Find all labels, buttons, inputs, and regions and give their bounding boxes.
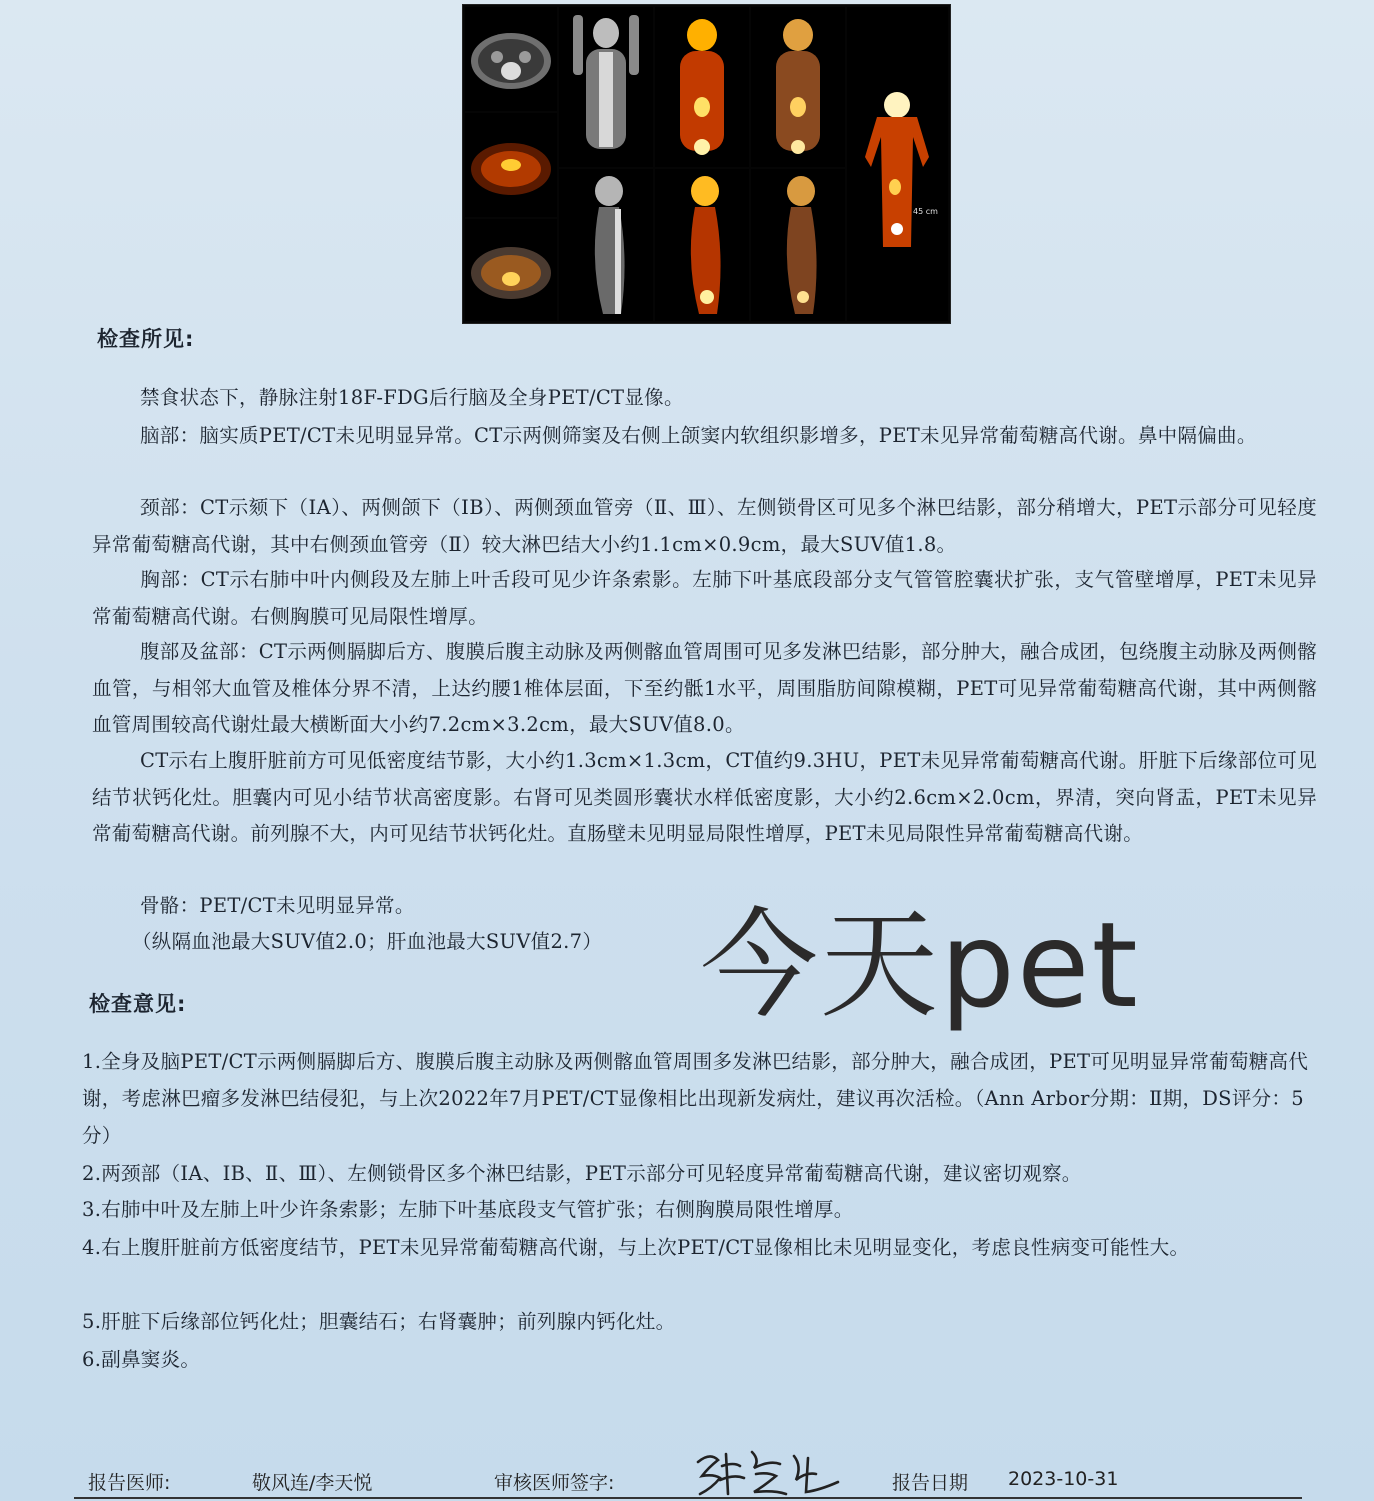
coronal-pet-image [655,7,749,167]
handwritten-signature [690,1444,850,1500]
axial-ct-slice-1 [465,7,557,111]
findings-paragraph-liver: CT示右上腹肝脏前方可见低密度结节影，大小约1.3cm×1.3cm，CT值约9.3HU，PET未见异常葡萄糖高代谢。肝脏下后缘部位可见结节状钙化灶。胆囊内可见小结节状高密度影。右肾可见类圆形囊状水样低密度影，大小约2.6cm×2.0cm，界清，突向肾盂，PET未见异常葡萄糖高代谢。前列腺不大，内可见结节状钙化灶。直肠壁未见明显局限性增厚，PET未见局限性异常葡萄糖高代谢。 [92,749,1317,845]
coronal-ct-image [559,7,653,167]
findings-paragraph-suv: （纵隔血池最大SUV值2.0；肝血池最大SUV值2.7） [132,930,603,953]
opinion-item-5: 5.肝脏下后缘部位钙化灶；胆囊结石；右肾囊肿；前列腺内钙化灶。 [82,1310,676,1333]
findings-title: 检查所见: [97,327,195,351]
findings-paragraph-1: 禁食状态下，静脉注射18F-FDG后行脑及全身PET/CT显像。 [140,386,684,409]
sagittal-ct-image [559,169,653,321]
opinion-item-2: 2.两颈部（ⅠA、ⅠB、Ⅱ、Ⅲ）、左侧锁骨区多个淋巴结影，PET示部分可见轻度异常葡萄糖高代谢，建议密切观察。 [82,1162,1082,1185]
doctor-names: 敬风连/李天悦 [252,1472,373,1494]
scale-annotation: 45 cm [913,207,938,216]
date-label: 报告日期 [892,1472,969,1494]
sagittal-pet-image [655,169,749,321]
opinion-item-6: 6.副鼻窦炎。 [82,1348,201,1371]
pet-ct-scan-images [462,4,951,324]
coronal-fusion-image [751,7,845,167]
report-date: 2023-10-31 [1008,1468,1119,1490]
footer-divider [74,1497,1302,1499]
opinion-item-1: 1.全身及脑PET/CT示两侧膈脚后方、腹膜后腹主动脉及两侧髂血管周围多发淋巴结影，部分肿大，融合成团，PET可见明显异常葡萄糖高代谢，考虑淋巴瘤多发淋巴结侵犯，与上次2022年7月PET/CT显像相比出现新发病灶，建议再次活检。（Ann Arbor分期：Ⅱ期，DS评分：5分） [82,1050,1309,1147]
opinion-item-3: 3.右肺中叶及左肺上叶少许条索影；左肺下叶基底段支气管扩张；右侧胸膜局限性增厚。 [82,1198,854,1221]
opinion-item-4: 4.右上腹肝脏前方低密度结节，PET未见异常葡萄糖高代谢，与上次PET/CT显像相比未见明显变化，考虑良性病变可能性大。 [82,1236,1190,1259]
reviewer-label: 审核医师签字: [494,1472,615,1494]
axial-pet-slice-1 [465,113,557,217]
sagittal-fusion-image [751,169,845,321]
overlay-caption: 今天pet [700,896,1140,1034]
opinion-title: 检查意见: [89,992,187,1016]
findings-paragraph-abdomen: 腹部及盆部：CT示两侧膈脚后方、腹膜后腹主动脉及两侧髂血管周围可见多发淋巴结影，部分肿大，融合成团，包绕腹主动脉及两侧髂血管，与相邻大血管及椎体分界不清，上达约腰1椎体层面，下至约骶1水平，周围脂肪间隙模糊，PET可见异常葡萄糖高代谢，其中两侧髂血管周围较高代谢灶最大横断面大小约7.2cm×3.2cm，最大SUV值8.0。 [92,640,1317,736]
mip-pet-image [847,7,948,321]
findings-paragraph-chest: 胸部：CT示右肺中叶内侧段及左肺上叶舌段可见少许条索影。左肺下叶基底段部分支气管管腔囊状扩张，支气管壁增厚，PET未见异常葡萄糖高代谢。右侧胸膜可见局限性增厚。 [92,568,1317,628]
axial-fusion-slice-1 [465,219,557,321]
findings-paragraph-neck: 颈部：CT示颏下（ⅠA）、两侧颌下（ⅠB）、两侧颈血管旁（Ⅱ、Ⅲ）、左侧锁骨区可见多个淋巴结影，部分稍增大，PET示部分可见轻度异常葡萄糖高代谢，其中右侧颈血管旁（Ⅱ）较大淋巴结大小约1.1cm×0.9cm，最大SUV值1.8。 [92,496,1317,556]
findings-paragraph-brain: 脑部：脑实质PET/CT未见明显异常。CT示两侧筛窦及右侧上颌窦内软组织影增多，PET未见异常葡萄糖高代谢。鼻中隔偏曲。 [140,424,1257,447]
doctor-label: 报告医师: [88,1472,171,1494]
findings-paragraph-bone: 骨骼：PET/CT未见明显异常。 [140,894,415,917]
